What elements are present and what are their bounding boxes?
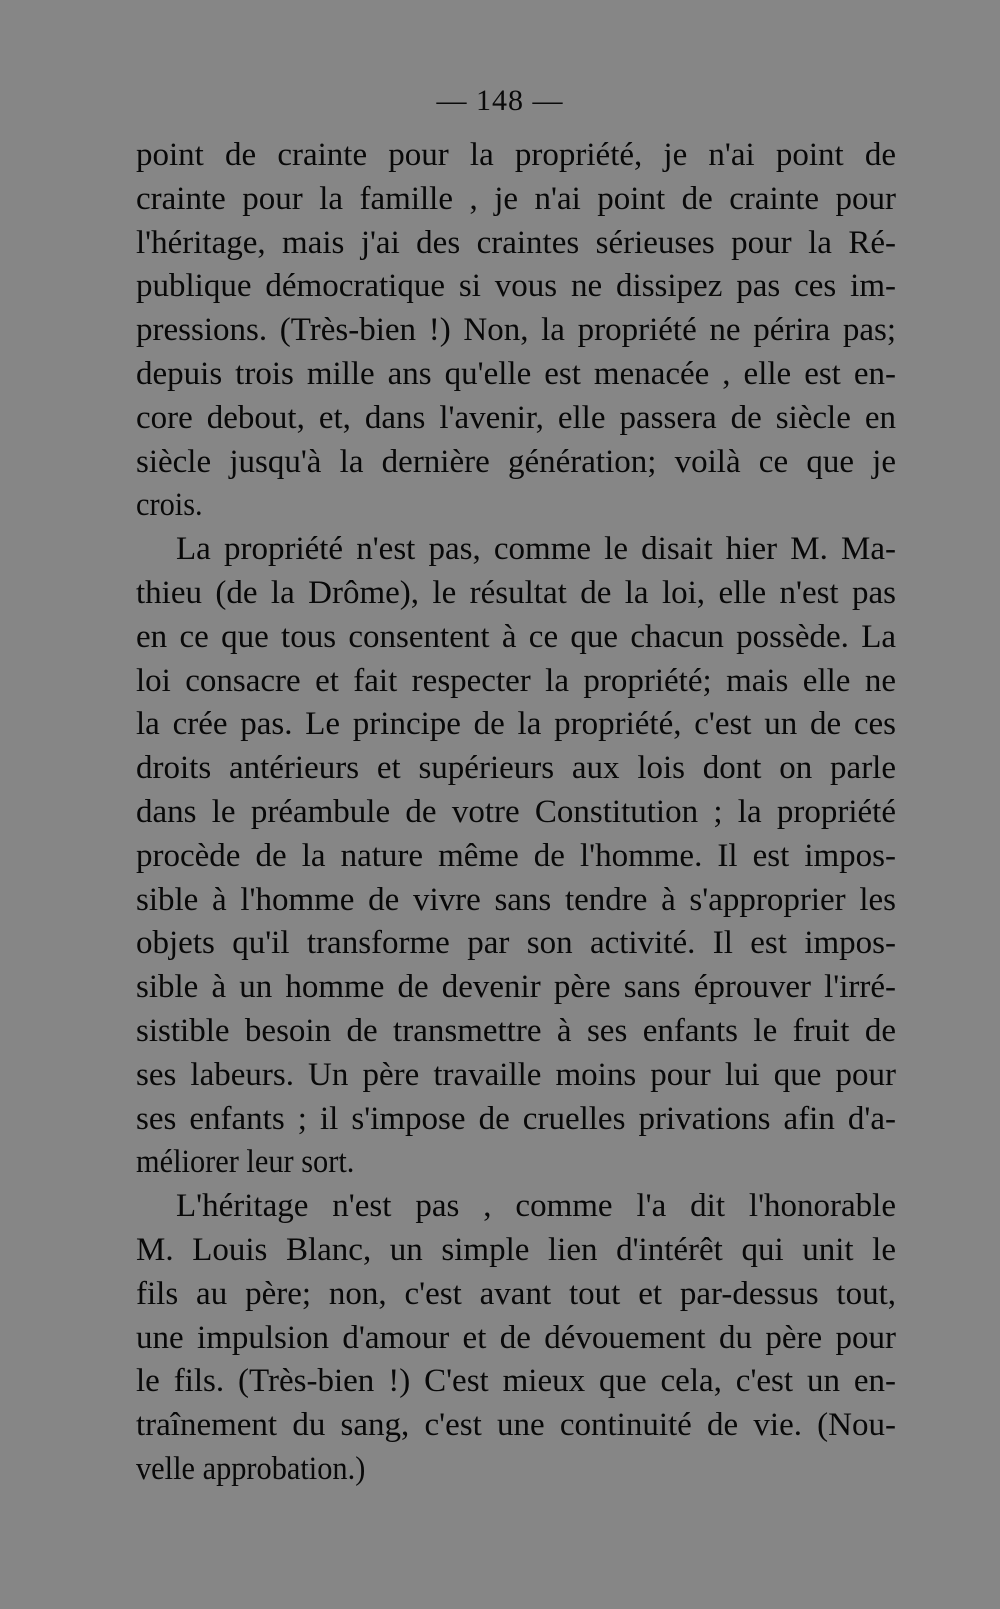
text-line: l'héritage, mais j'ai des craintes sérieuses pour la Ré- — [136, 224, 896, 261]
text-line: ses enfants ; il s'impose de cruelles privations afin d'a- — [136, 1100, 896, 1137]
text-line: sible à l'homme de vivre sans tendre à s'approprier les — [136, 881, 896, 918]
text-line: thieu (de la Drôme), le résultat de la loi, elle n'est pas — [136, 574, 896, 611]
text-line: core debout, et, dans l'avenir, elle passera de siècle en — [136, 399, 896, 436]
text-line: sistible besoin de transmettre à ses enfants le fruit de — [136, 1012, 896, 1049]
page-number: — 148 — — [436, 84, 564, 117]
text-line: la crée pas. Le principe de la propriété, c'est un de ces — [136, 706, 896, 743]
text-line: La propriété n'est pas, comme le disait hier M. Ma- — [176, 531, 896, 568]
text-line: une impulsion d'amour et de dévouement du père pour — [136, 1319, 896, 1356]
text-line: M. Louis Blanc, un simple lien d'intérêt qui unit le — [136, 1231, 896, 1268]
text-line: crois. — [136, 487, 203, 524]
text-line: méliorer leur sort. — [136, 1144, 355, 1181]
text-line: velle approbation.) — [136, 1450, 366, 1487]
text-line: fils au père; non, c'est avant tout et par-dessus tout, — [136, 1275, 896, 1312]
text-line: depuis trois mille ans qu'elle est menacée , elle est en- — [136, 355, 896, 392]
text-line: siècle jusqu'à la dernière génération; voilà ce que je — [136, 443, 896, 480]
text-line: pressions. (Très-bien !) Non, la propriété ne périra pas; — [136, 312, 896, 349]
body-text — [136, 134, 916, 1492]
text-line: sible à un homme de devenir père sans éprouver l'irré- — [136, 969, 896, 1006]
text-line: traînement du sang, c'est une continuité de vie. (Nou- — [136, 1407, 896, 1444]
text-line: dans le préambule de votre Constitution ; la propriété — [136, 793, 896, 830]
text-line: ses labeurs. Un père travaille moins pour lui que pour — [136, 1056, 896, 1093]
text-line: crainte pour la famille , je n'ai point de crainte pour — [136, 180, 896, 217]
text-line: procède de la nature même de l'homme. Il est impos- — [136, 837, 896, 874]
text-line: droits antérieurs et supérieurs aux lois dont on parle — [136, 750, 896, 787]
text-line: objets qu'il transforme par son activité. Il est impos- — [136, 925, 896, 962]
text-line: loi consacre et fait respecter la propriété; mais elle ne — [136, 662, 896, 699]
text-line: publique démocratique si vous ne dissipez pas ces im- — [136, 268, 896, 305]
text-line: L'héritage n'est pas , comme l'a dit l'honorable — [176, 1188, 896, 1225]
text-line: le fils. (Très-bien !) C'est mieux que cela, c'est un en- — [136, 1363, 896, 1400]
text-line: en ce que tous consentent à ce que chacun possède. La — [136, 618, 896, 655]
text-line: point de crainte pour la propriété, je n'ai point de — [136, 137, 896, 173]
